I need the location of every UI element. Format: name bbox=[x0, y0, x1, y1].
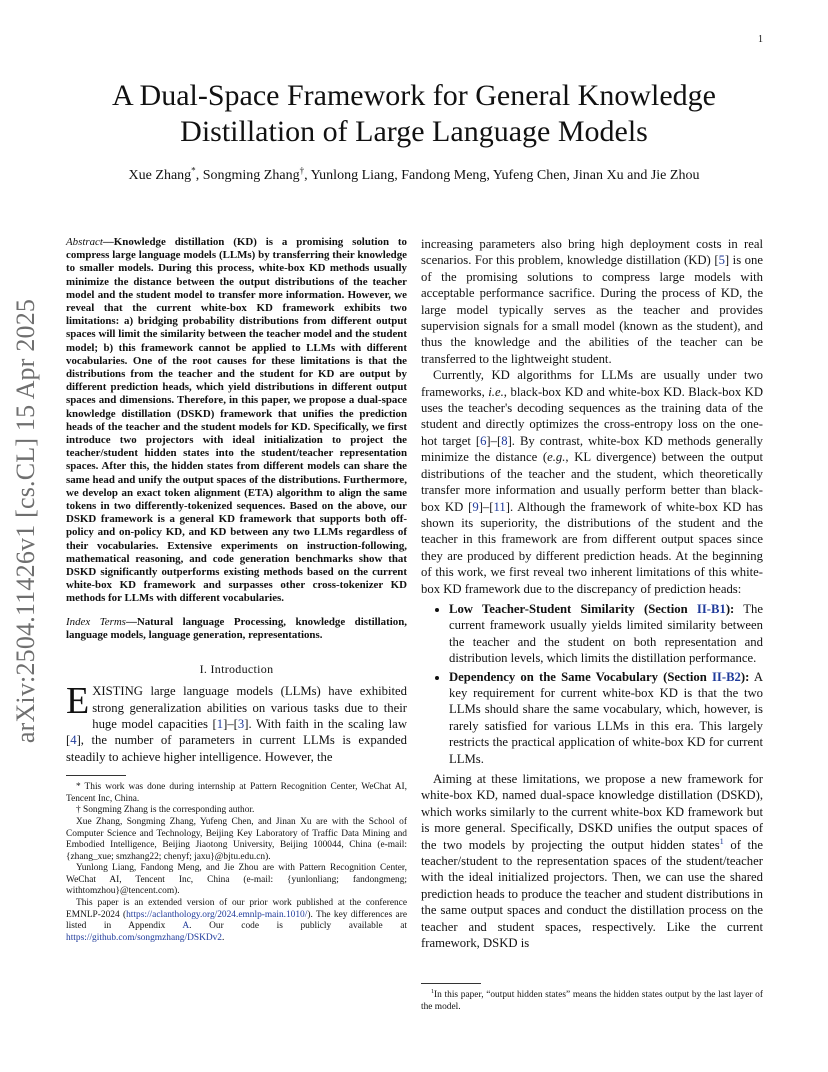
footnote-mark: 1 bbox=[431, 988, 435, 995]
footnote: * This work was done during internship at Pattern Recognition Center, WeChat AI, Tencent Inc, China. bbox=[66, 782, 407, 804]
citation-link[interactable]: 8 bbox=[501, 433, 508, 448]
authors-text: Xue Zhang*, Songming Zhang†, Yunlong Liang, Fandong Meng, Yufeng Chen, Jinan Xu and Jie Zhou bbox=[128, 165, 700, 183]
code-repo-link[interactable]: https://github.com/songmzhang/DSKDv2 bbox=[66, 932, 222, 943]
abstract bbox=[66, 236, 407, 606]
footnote-rule bbox=[66, 775, 126, 776]
footnote: † Songming Zhang is the corresponding author. bbox=[76, 805, 255, 816]
body-italic: e.g. bbox=[547, 450, 566, 465]
conference-link[interactable]: https://aclanthology.org/2024.emnlp-main.1010/ bbox=[126, 909, 308, 920]
citation-link[interactable]: 3 bbox=[237, 716, 245, 731]
list-item bbox=[449, 669, 763, 767]
section-link[interactable]: II-B2 bbox=[712, 669, 741, 684]
footnote-text: ). The key differences are listed in Appendix bbox=[66, 909, 407, 932]
index-terms bbox=[66, 616, 407, 642]
body-text: ]. Although the framework of white-box KD has shown its superiority, the distributions of the student and the teacher in this framework are from different output spaces since they are produced by different prediction heads. At the beginning of this work, we first reveal two inherent limitations of this white-box KD framework due to the discrepancy of prediction heads: bbox=[421, 499, 763, 596]
page-number: 1 bbox=[758, 34, 763, 45]
list-item bbox=[449, 601, 763, 667]
body-text: ]. By contrast, white-box KD methods generally minimize the distance ( bbox=[421, 433, 763, 465]
drop-cap: E bbox=[66, 680, 90, 723]
footnote: Yunlong Liang, Fandong Meng, and Jie Zhou are with Pattern Recognition Center, WeChat AI, Tencent Inc, China (e-mail: {yunlonliang; fandongmeng; withtomzhou}@tencent.com). bbox=[66, 863, 407, 897]
body-text: ] is one of the promising solutions to compress large models with acceptable performance sacrifice. During the process of KD, the large model typically serves as the teacher and provides supervision signals for a small model (known as the student), and thus the knowledge and the abilities of the teacher can be transferred to the lightweight student. bbox=[421, 253, 764, 366]
body-paragraph bbox=[421, 771, 763, 951]
footnote-text: . Our code is publicly available at bbox=[189, 921, 407, 932]
arxiv-sidebar-stamp: arXiv:2504.11426v1 [cs.CL] 15 Apr 2025 bbox=[11, 298, 40, 744]
body-text: Currently, KD algorithms for LLMs are usually under two frameworks, bbox=[421, 368, 763, 399]
body-text: , black-box KD and white-box KD. Black-box KD uses the teacher's decoding sequences as the training data of the student and directly optimizes the cross-entropy loss on the one-hot target [ bbox=[421, 384, 763, 448]
right-column bbox=[421, 236, 763, 951]
index-terms-text: —Natural language Processing, knowledge distillation, language models, language generation, representations. bbox=[66, 615, 408, 641]
title-line-1: A Dual-Space Framework for General Knowledge bbox=[112, 79, 716, 112]
footnote-rule bbox=[421, 983, 481, 984]
body-text: Aiming at these limitations, we propose a new framework for white-box KD, named dual-space knowledge distillation (DSKD), which works similarly to the current white-box KD framework but is more general. Specifically, DSKD unifies the output spaces of the two models by projecting the output hidden states bbox=[421, 772, 763, 852]
body-text: increasing parameters also bring high deployment costs in real scenarios. For this problem, knowledge distillation (KD) [ bbox=[421, 237, 763, 268]
citation-link[interactable]: 9 bbox=[472, 499, 479, 514]
abstract-label: Abstract bbox=[66, 236, 103, 248]
abstract-text: —Knowledge distillation (KD) is a promising solution to compress large language models (LLMs) by transferring their knowledge to smaller models. During this process, white-box KD methods usually minimize the distance between the output distributions of the teacher model and the student model to transfer more information. However, we reveal that the current white-box KD framework exhibits two limitations: a) bridging probability distributions from different output spaces will limit the similarity between the teacher model and the student model; b) this framework cannot be applied to LLMs with different vocabularies. One of the root causes for these limitations is that the distributions from the teacher and the student for KD are output by different prediction heads, which yield distributions in different output spaces and dimensions. Therefore, in this paper, we propose a dual-space knowledge distillation (DSKD) framework that unifies the prediction heads of the teacher and the student models for KD. Specifically, we first introduce two projectors with ideal initialization to project the teacher/student hidden states into the student/teacher representation spaces. After this, the hidden states from different models can share the same head and unify the output spaces of the distributions. Furthermore, we develop an exact token alignment (ETA) algorithm to align the same tokens in two differently-tokenized sequences. Based on the above, our DSKD framework is a general KD framework that supports both off-policy and on-policy KD, and KD between any two LLMs regardless of their vocabularies. Extensive experiments on instruction-following, mathematical reasoning, and code generation benchmarks show that DSKD significantly outperforms existing methods based on the current white-box KD framework and surpasses other cross-tokenizer KD methods for LLMs with different vocabularies. bbox=[66, 236, 407, 605]
section-heading-introduction: I. Introduction bbox=[199, 662, 274, 677]
index-terms-label: Index Terms bbox=[66, 615, 126, 628]
limitations-list bbox=[421, 601, 763, 767]
citation-link[interactable]: 5 bbox=[718, 253, 725, 268]
author-list bbox=[40, 165, 788, 184]
footnote-text: In this paper, “output hidden states” means the hidden states output by the last layer of the model. bbox=[421, 990, 763, 1012]
footnote bbox=[421, 990, 763, 1013]
body-paragraph bbox=[421, 236, 763, 367]
intro-paragraph: EXISTING large language models (LLMs) have exhibited strong generalization abilities on various tasks due to their huge model capacities [1]–[3]. With faith in the scaling law [4], the number of parameters in current LLMs is expanded steadily to achieve higher intelligence. However, the bbox=[66, 680, 407, 764]
citation-link[interactable]: 11 bbox=[493, 499, 506, 514]
intro-text-c: the number of parameters in current LLMs is expanded steadily to achieve higher intelligence. However, the bbox=[66, 733, 407, 764]
paper-title bbox=[40, 78, 788, 150]
intro-text-b: With faith in the scaling law [ bbox=[66, 716, 407, 748]
bullet-text: The current framework usually yields limited similarity between the teacher and the student on both representation and distribution levels, which limits the distillation performance. bbox=[449, 601, 764, 666]
citation-link[interactable]: 6 bbox=[480, 433, 487, 448]
citation-link[interactable]: 1 bbox=[216, 716, 224, 731]
appendix-link[interactable]: A bbox=[182, 921, 190, 932]
citation-link[interactable]: 4 bbox=[70, 733, 77, 748]
footnote-text: This paper is an extended version of our prior work published at the conference EMNLP-2024 ( bbox=[66, 898, 407, 920]
footnote-mark-link[interactable]: 1 bbox=[719, 836, 724, 846]
body-paragraph: Currently, KD algorithms for LLMs are usually under two frameworks, i.e., black-box KD and white-box KD. Black-box KD uses the teacher's decoding sequences as the training data of the student and directly optimizes the cross-entropy loss on the one-hot target [6]–[8]. By contrast, white-box KD methods generally minimize the distance (e.g., KL divergence) between the output distributions of the teacher and the student, which theoretically transfer more information and usually perform better than black-box KD [9]–[11]. Although the framework of white-box KD has shown its superiority, the distributions of the student and the teacher in this framework are from different output spaces since they are produced by different prediction heads. At the beginning of this work, we first reveal two inherent limitations of this white-box KD framework due to the discrepancy of prediction heads: bbox=[421, 368, 763, 596]
body-text: , KL divergence) between the output distributions of the teacher and the student, which theoretically transfer more information and usually perform better than black-box KD [ bbox=[421, 450, 763, 514]
footnote-extended-version: This paper is an extended version of our prior work published at the conference EMNLP-2024 (https://aclanthology.org/2024.emnlp-main.1010/). The key differences are listed in Appendix A. Our code is publicly available at https://github.com/songmzhang/DSKDv2. bbox=[66, 898, 407, 943]
intro-text-a: XISTING large language models (LLMs) have exhibited strong generalization abilities on various tasks due to their huge model capacities [ bbox=[92, 684, 407, 731]
left-column bbox=[66, 236, 407, 944]
body-italic: i.e. bbox=[488, 384, 504, 399]
title-line-2: Distillation of Large Language Models bbox=[180, 115, 648, 148]
section-link[interactable]: II-B1 bbox=[696, 601, 726, 616]
bullet-text: A key requirement for current white-box KD is that the two LLMs should share the same vocabulary, which, however, is rarely satisfied for various LLMs in this era. This largely restricts the practical application of white-box KD for current LLMs. bbox=[449, 669, 764, 766]
body-text: of the teacher/student to the representation spaces of the student/teacher with the ideal initialized projectors. Then, we can use the shared prediction heads to produce the teacher and student distributions in the same output spaces and conduct the distillation process on the teacher and student spaces, respectively. Like the current framework, DSKD is bbox=[421, 837, 764, 951]
bullet-heading: Dependency on the Same Vocabulary (Section II-B2): bbox=[449, 669, 750, 684]
right-footnote bbox=[421, 983, 763, 1013]
bullet-heading: Low Teacher-Student Similarity (Section II-B1): bbox=[449, 601, 735, 616]
footnote: Xue Zhang, Songming Zhang, Yufeng Chen, and Jinan Xu are with the School of Computer Science and Technology, Beijing Key Laboratory of Traffic Data Mining and Embodied Intelligence, Beijing Jiaotong University, Beijing 100044, China (e-mail: {zhang_xue; smzhang22; chenyf; jaxu}@bjtu.edu.cn). bbox=[66, 816, 407, 862]
